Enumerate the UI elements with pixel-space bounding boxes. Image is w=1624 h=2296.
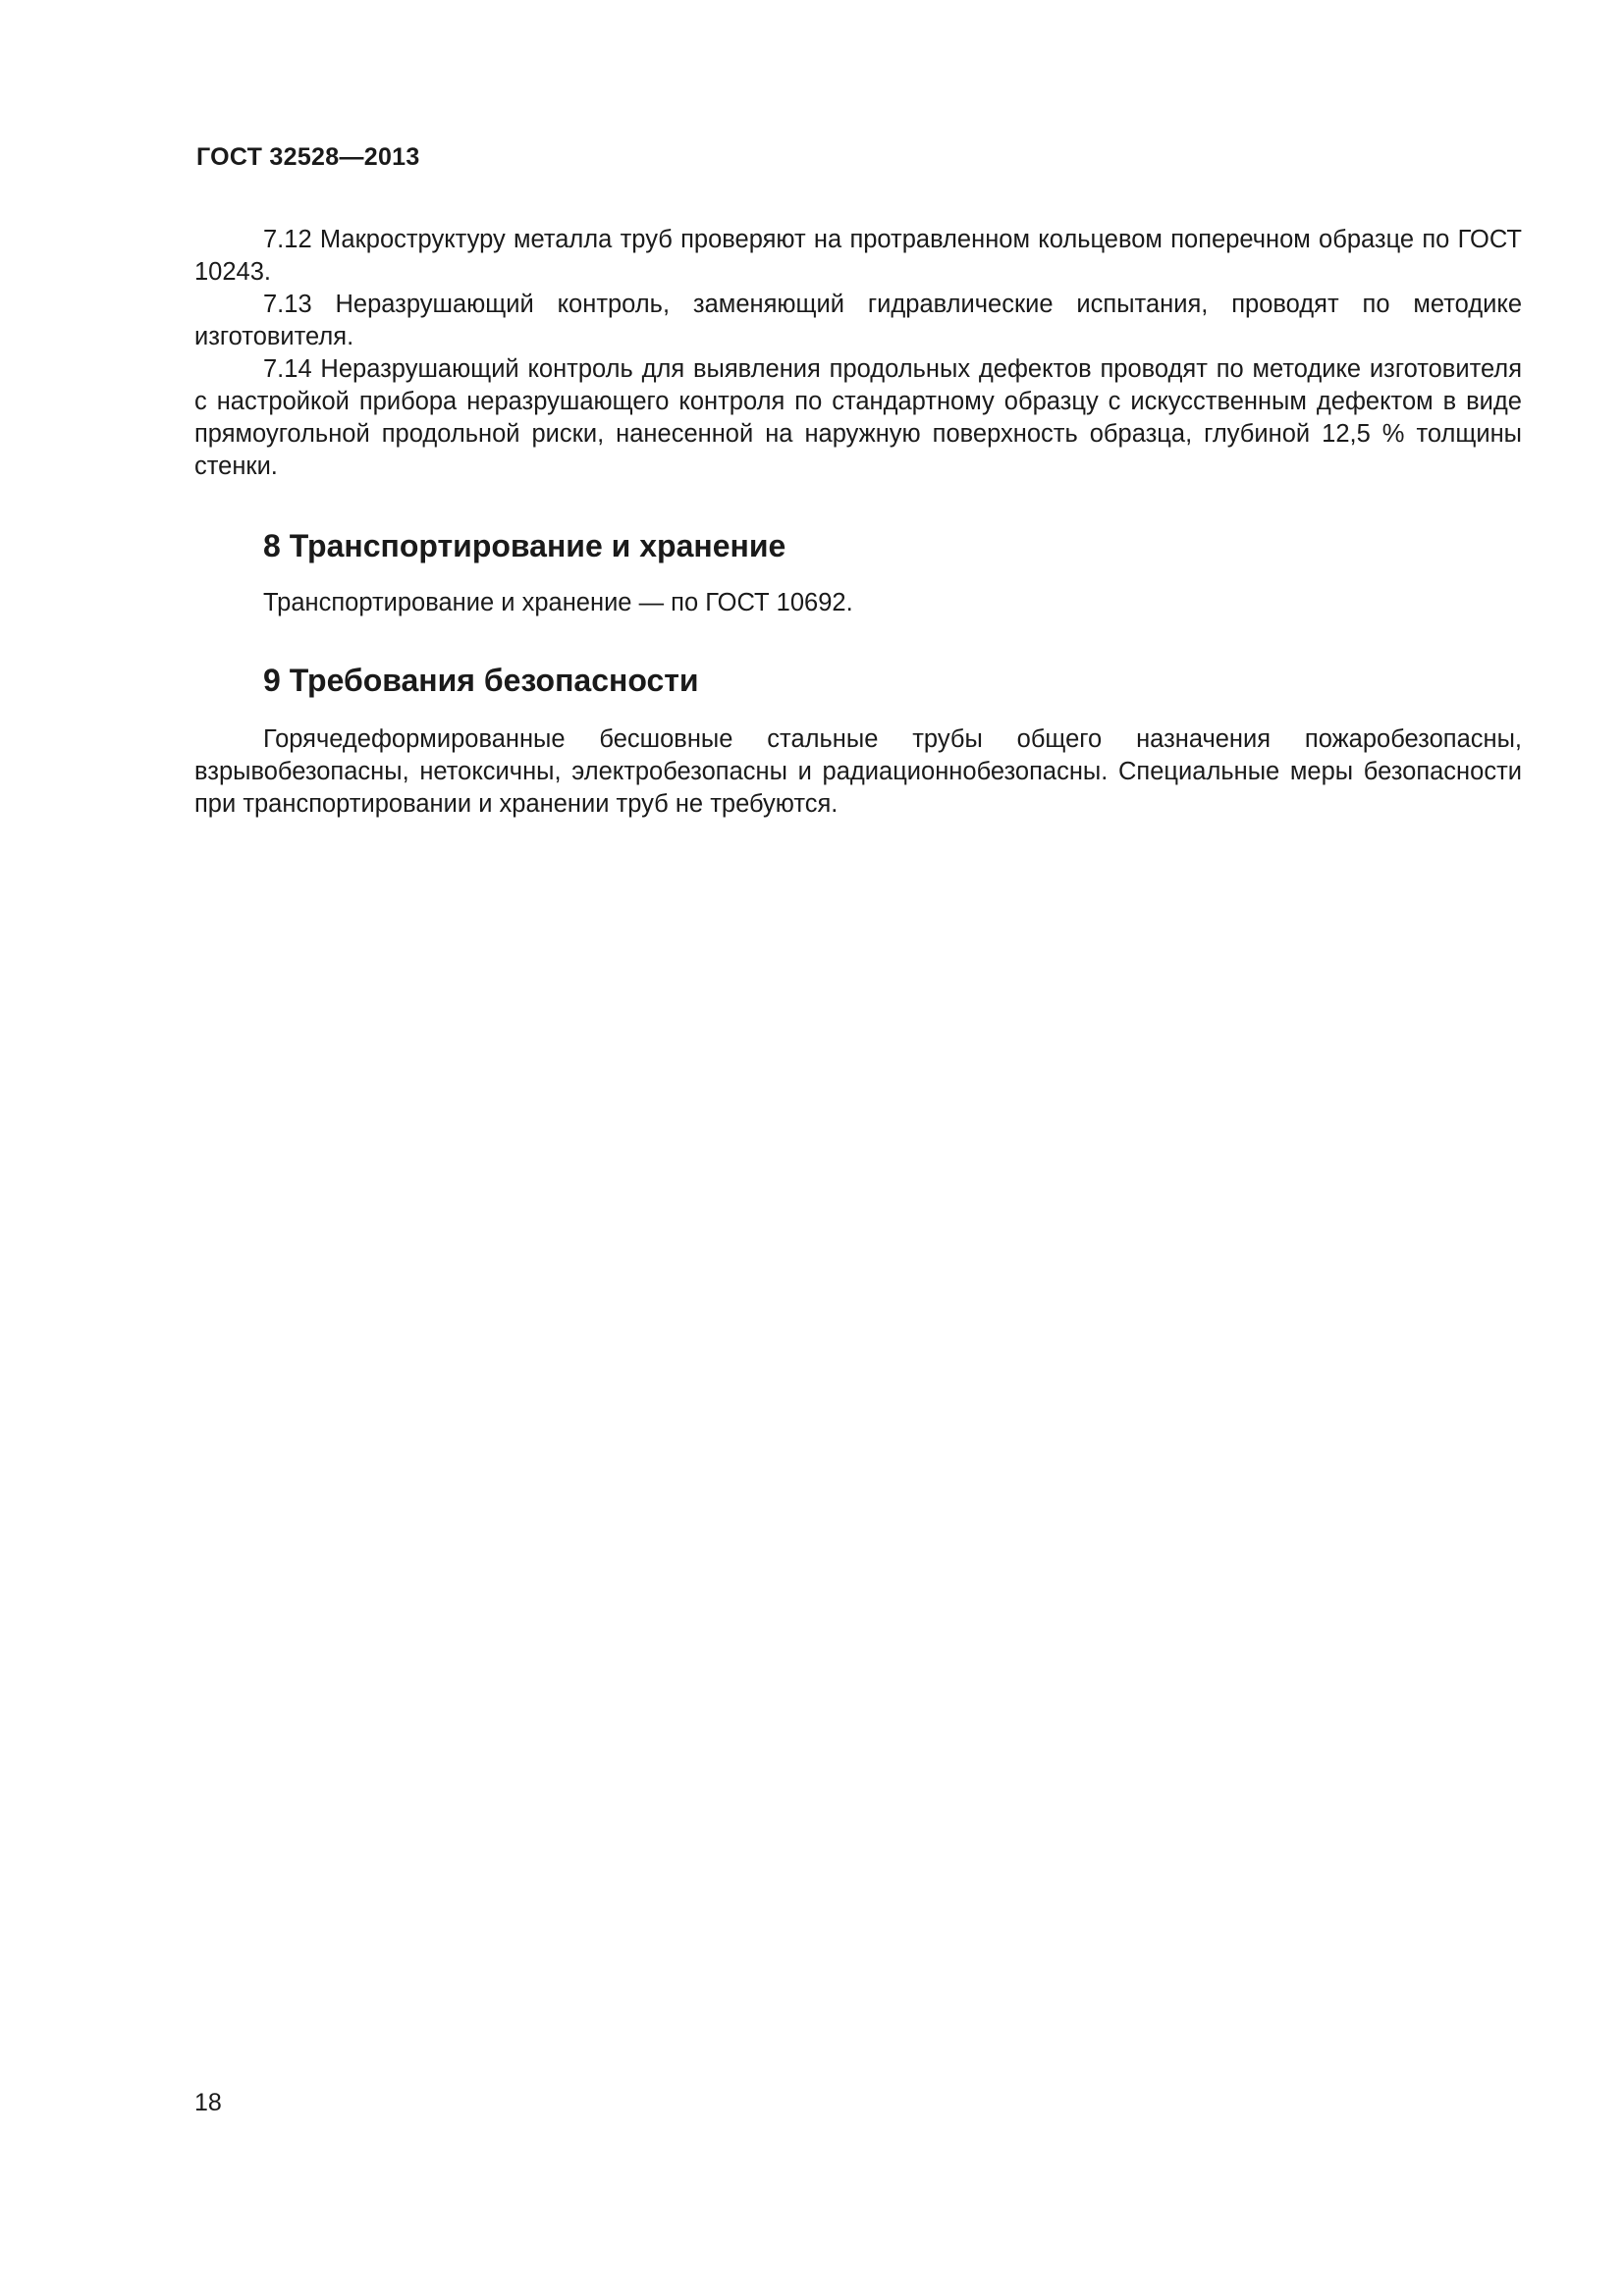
- section-9-heading: 9 Требования безопасности: [263, 663, 699, 698]
- page-content: [194, 224, 1522, 821]
- page-number: 18: [194, 2089, 222, 2116]
- clause-7-13: 7.13 Неразрушающий контроль, заменяющий гидравлические испытания, проводят по методике изготовителя.: [194, 291, 1522, 350]
- running-header-standard-id: ГОСТ 32528—2013: [196, 143, 420, 171]
- section-9-text: Горячедеформированные бесшовные стальные трубы общего назначения пожаробезопасны, взрывобезопасны, нетоксичны, электробезопасны и радиационнобезопасны. Специальные меры безопасности при транспортировании и хранении труб не требуются.: [194, 725, 1522, 818]
- section-8-heading: 8 Транспортирование и хранение: [263, 528, 786, 563]
- section-8-text: Транспортирование и хранение — по ГОСТ 10692.: [263, 589, 853, 616]
- clause-7-12: 7.12 Макроструктуру металла труб проверяют на протравленном кольцевом поперечном образце по ГОСТ 10243.: [194, 226, 1522, 286]
- clause-7-14: 7.14 Неразрушающий контроль для выявления продольных дефектов проводят по методике изготовителя с настройкой прибора неразрушающего контроля по стандартному образцу с искусственным дефектом в виде прямоугольной продольной риски, нанесенной на наружную поверхность образца, глубиной 12,5 % толщины стенки.: [194, 355, 1522, 480]
